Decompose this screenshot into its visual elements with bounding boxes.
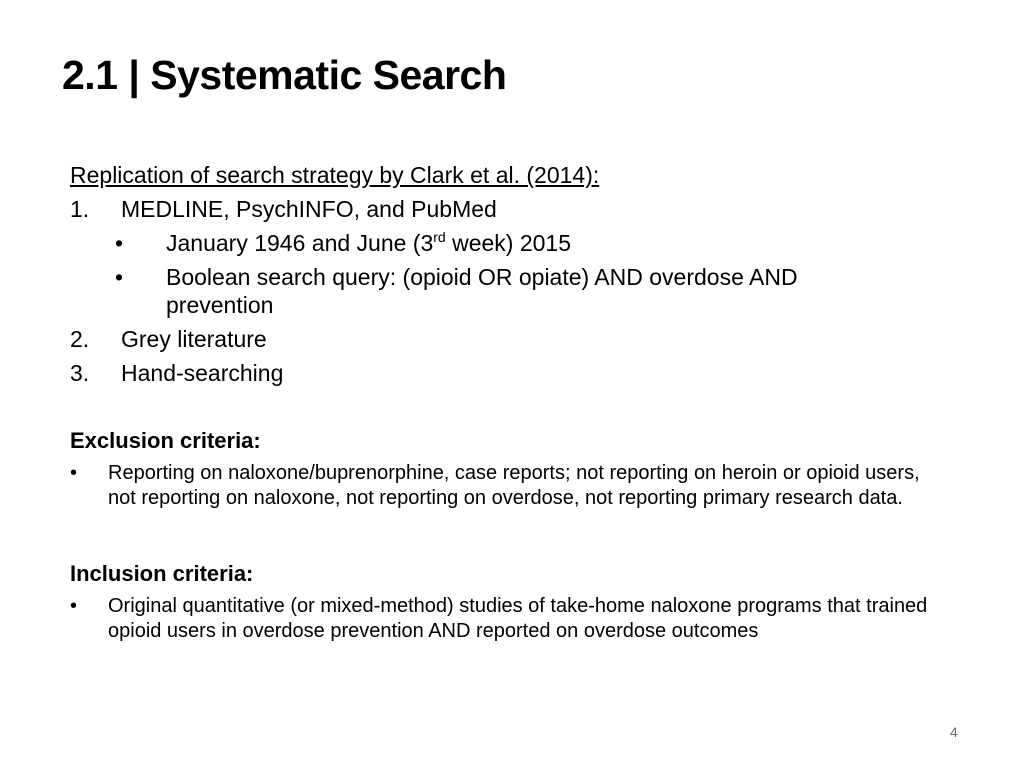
- bullet-icon: •: [70, 462, 78, 484]
- list-item: [70, 356, 950, 390]
- search-intro: Replication of search strategy by Clark et al. (2014):: [70, 162, 600, 188]
- date-range-end: week) 2015: [445, 230, 572, 256]
- page-number: 4: [950, 724, 958, 740]
- list-number: 1.: [70, 196, 90, 222]
- bullet-icon: •: [70, 595, 78, 617]
- exclusion-text: Reporting on naloxone/buprenorphine, case reports; not reporting on heroin or opioid users, not reporting on naloxone, not reporting on overdose, not reporting primary research data.: [108, 462, 920, 509]
- inclusion-text: Original quantitative (or mixed-method) studies of take-home naloxone programs that trained opioid users in overdose prevention AND reported on overdose outcomes: [108, 595, 928, 642]
- sub-list-item: [70, 226, 950, 260]
- ordinal-suffix: rd: [433, 229, 446, 245]
- list-number: 2.: [70, 326, 90, 352]
- list-item-text: Hand-searching: [121, 360, 284, 386]
- list-item: [70, 322, 950, 356]
- sub-list-item-text: Boolean search query: (opioid OR opiate) AND overdose AND prevention: [166, 264, 798, 318]
- list-number: 3.: [70, 360, 90, 386]
- exclusion-heading: Exclusion criteria:: [70, 428, 261, 453]
- sub-list-item: [70, 260, 950, 322]
- search-strategy-block: [70, 158, 950, 390]
- inclusion-heading: Inclusion criteria:: [70, 561, 254, 586]
- list-item-text: Grey literature: [121, 326, 267, 352]
- bullet-icon: •: [115, 230, 124, 256]
- inclusion-item: [70, 594, 950, 644]
- list-item: [70, 192, 950, 226]
- sub-list-item-text: [70, 230, 571, 256]
- slide-title: 2.1 | Systematic Search: [62, 52, 507, 98]
- date-range-start: January 1946 and June (3: [166, 230, 434, 256]
- list-item-text: MEDLINE, PsychINFO, and PubMed: [121, 196, 497, 222]
- bullet-icon: •: [115, 264, 124, 290]
- exclusion-item: [70, 461, 950, 511]
